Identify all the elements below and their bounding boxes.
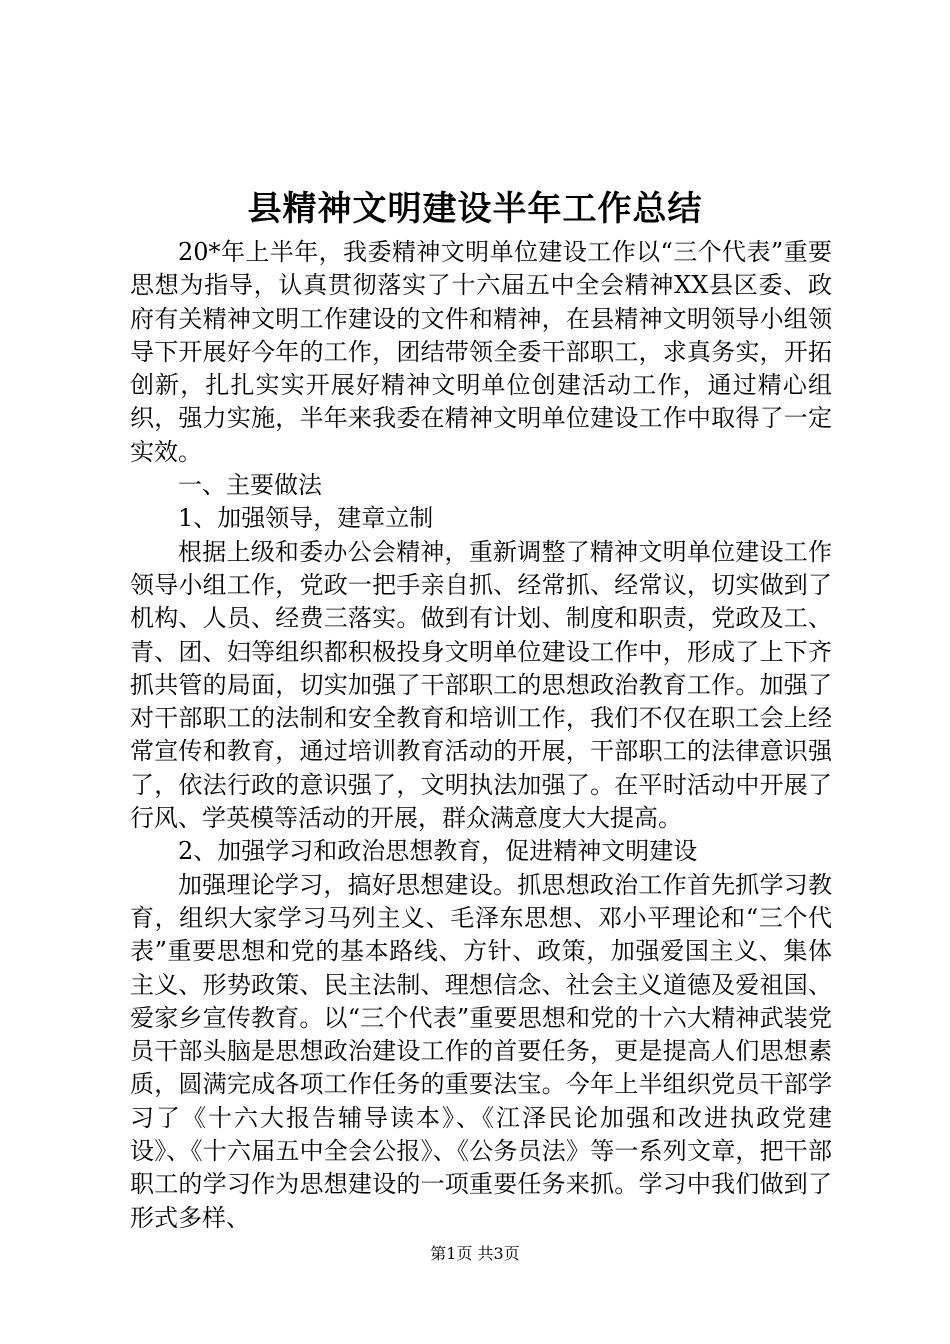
paragraph-leadership: 根据上级和委办公会精神，重新调整了精神文明单位建设工作领导小组工作，党政一把手亲自抓、经常抓、经常议，切实做到了机构、人员、经费三落实。做到有计划、制度和职责，党政及工、青、团、妇等组织都积极投身文明单位建设工作中，形成了上下齐抓共管的局面，切实加强了干部职工的思想政治教育工作。加强了对干部职工的法制和安全教育和培训工作，我们不仅在职工会上经常宣传和教育，通过培训教育活动的开展，干部职工的法律意识强了，依法行政的意识强了，文明执法加强了。在平时活动中开展了行风、学英模等活动的开展，群众满意度大大提高。 bbox=[130, 537, 832, 833]
page-footer: 第1页 共3页 bbox=[430, 1244, 520, 1263]
document-body bbox=[130, 236, 832, 1235]
section-heading-main-practices: 一、主要做法 bbox=[178, 471, 322, 500]
subsection-heading-study: 2、加强学习和政治思想教育，促进精神文明建设 bbox=[178, 837, 698, 866]
subsection-heading-leadership: 1、加强领导，建章立制 bbox=[178, 504, 434, 533]
paragraph-study: 加强理论学习，搞好思想建设。抓思想政治工作首先抓学习教育，组织大家学习马列主义、毛泽东思想、邓小平理论和“三个代表”重要思想和党的基本路线、方针、政策，加强爱国主义、集体主义、形势政策、民主法制、理想信念、社会主义道德及爱祖国、爱家乡宣传教育。以“三个代表”重要思想和党的十六大精神武装党员干部头脑是思想政治建设工作的首要任务，更是提高人们思想素质，圆满完成各项工作任务的重要法宝。今年上半组织党员干部学习了《十六大报告辅导读本》、《江泽民论加强和改进执政党建设》、《十六届五中全会公报》、《公务员法》等一系列文章，把干部职工的学习作为思想建设的一项重要任务来抓。学习中我们做到了形式多样、 bbox=[130, 870, 832, 1232]
paragraph-intro: 20*年上半年，我委精神文明单位建设工作以“三个代表”重要思想为指导，认真贯彻落实了十六届五中全会精神XX县区委、政府有关精神文明工作建设的文件和精神，在县精神文明领导小组领导下开展好今年的工作，团结带领全委干部职工，求真务实，开拓创新，扎扎实实开展好精神文明单位创建活动工作，通过精心组织，强力实施，半年来我委在精神文明单位建设工作中取得了一定实效。 bbox=[130, 238, 832, 466]
document-title: 县精神文明建设半年工作总结 bbox=[247, 189, 703, 229]
